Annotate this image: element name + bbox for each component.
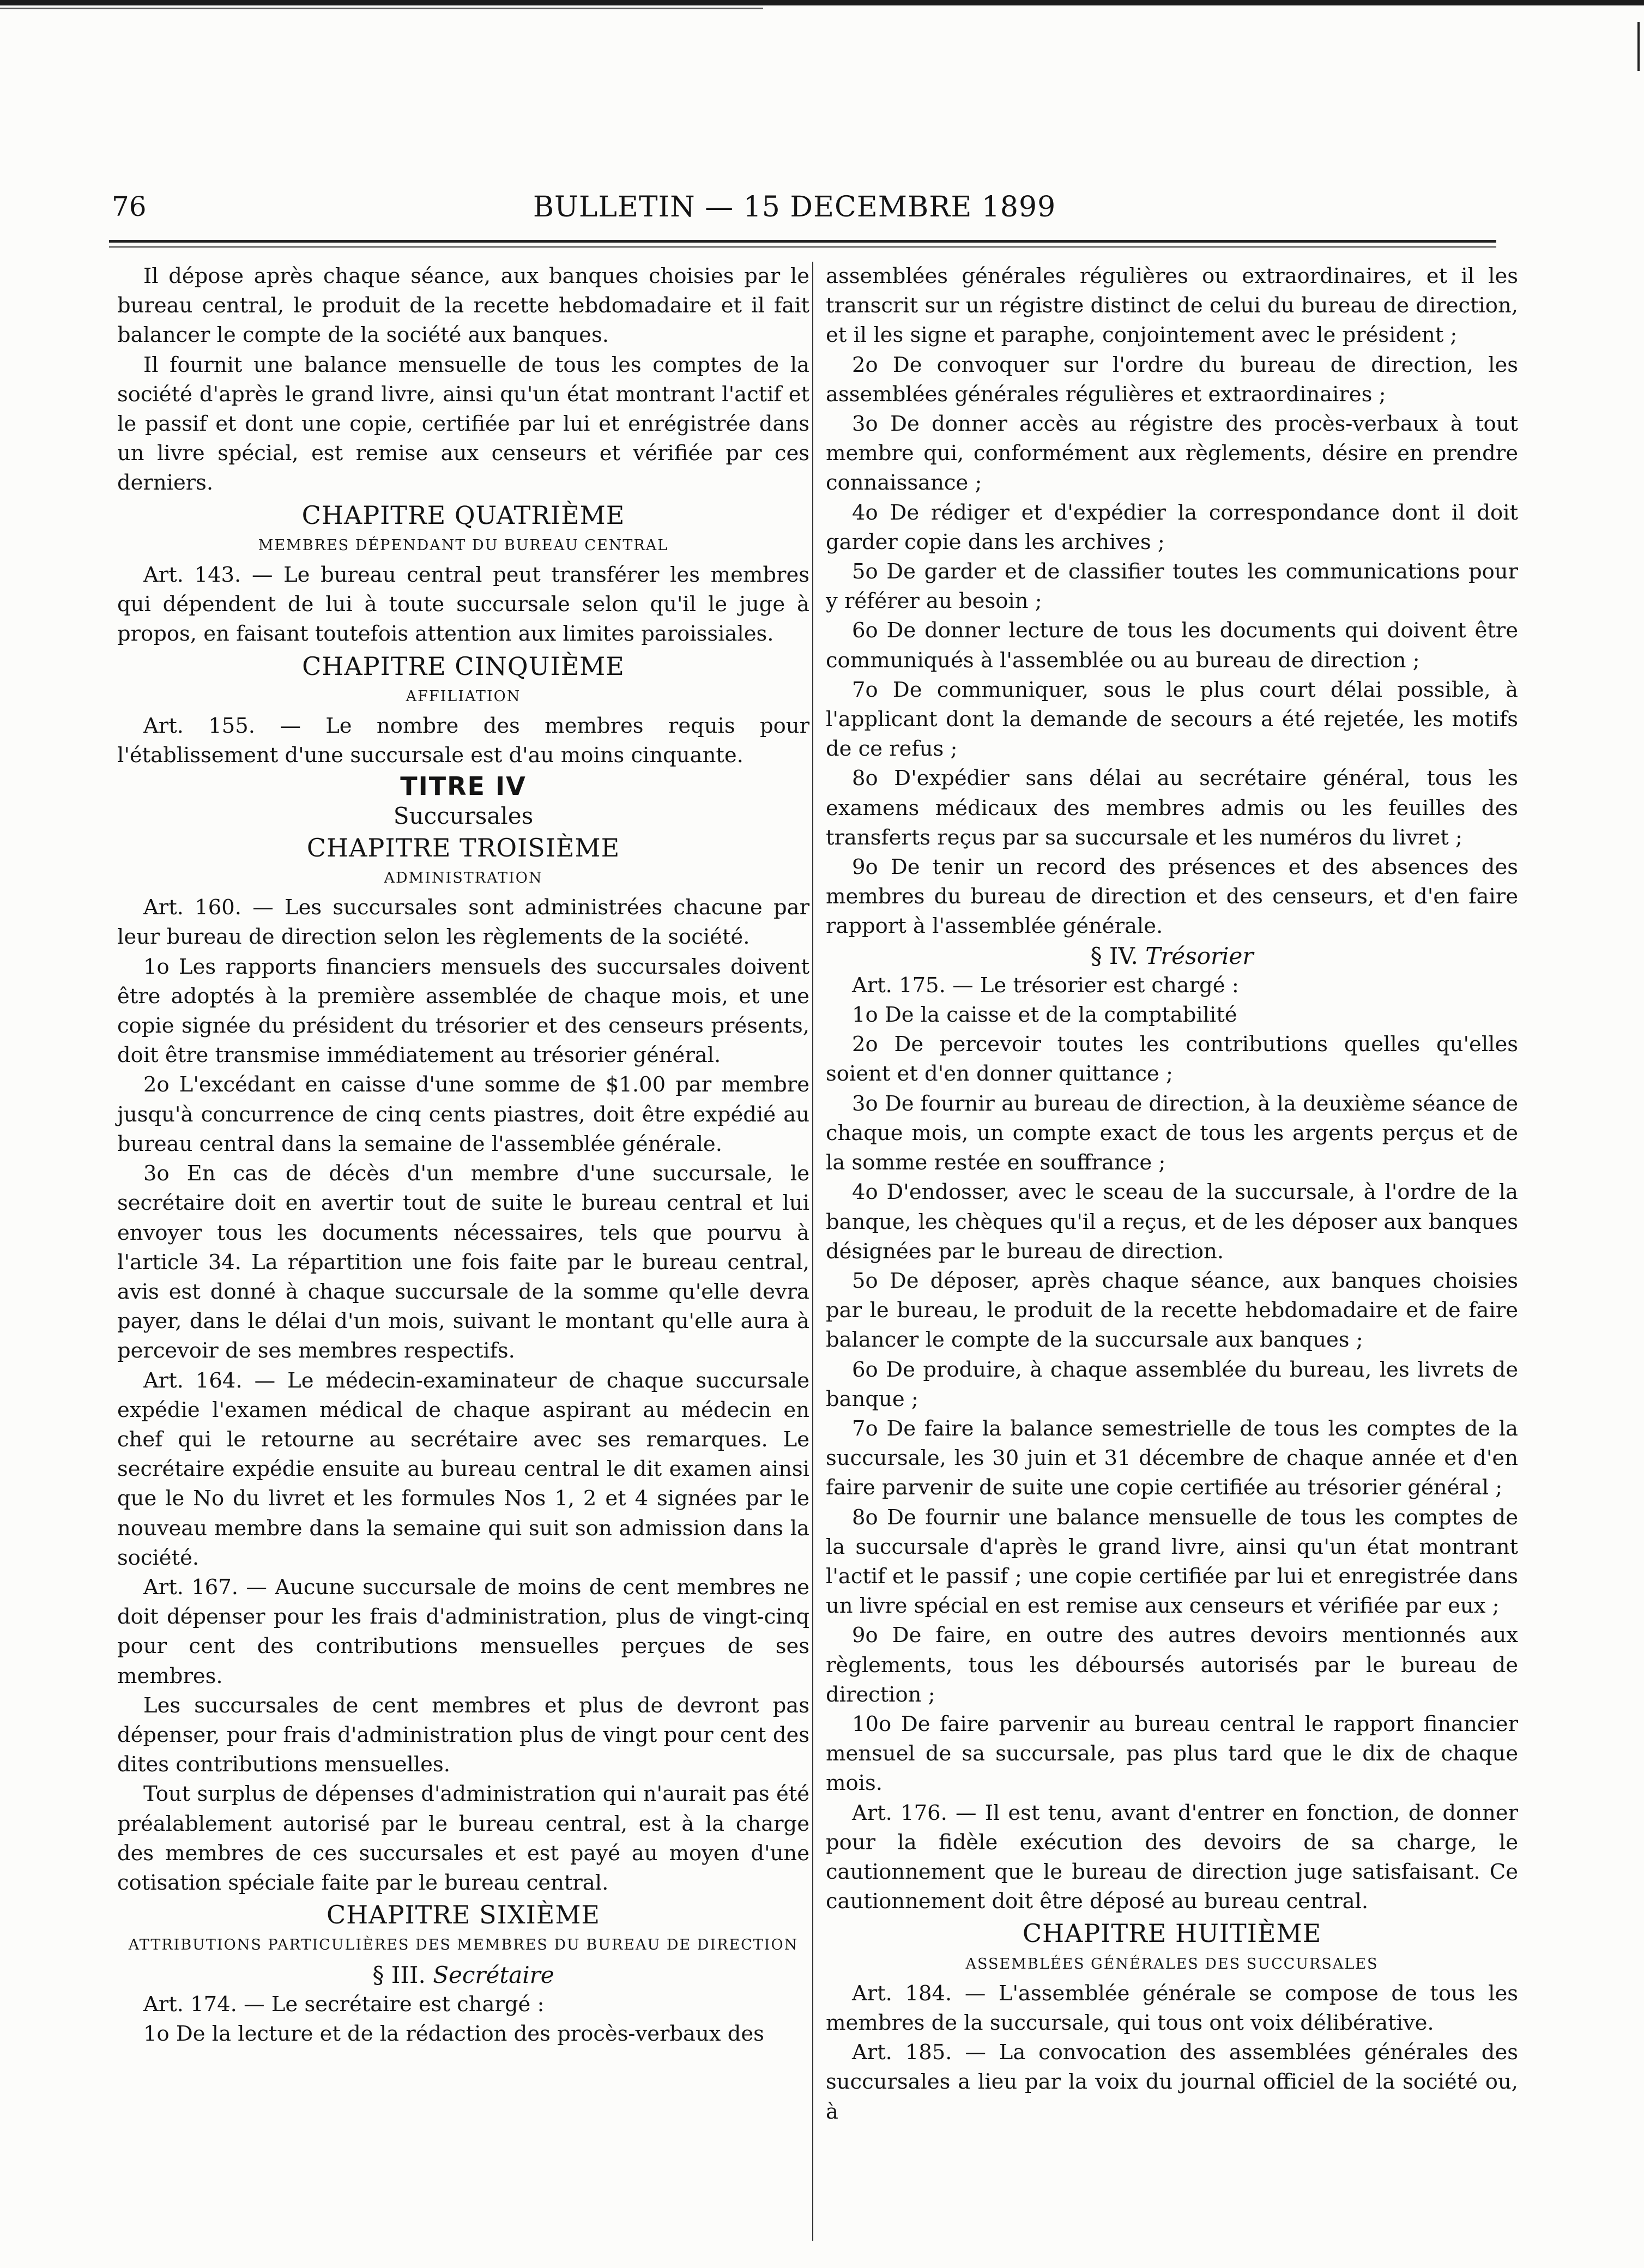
- article-item: 5o De garder et de classifier toutes les communications pour y référer au besoin ;: [826, 559, 1518, 614]
- running-title: BULLETIN — 15 DECEMBRE 1899: [533, 191, 1056, 224]
- column-divider: [812, 262, 813, 2241]
- chapter-subheading: MEMBRES DÉPENDANT DU BUREAU CENTRAL: [258, 536, 669, 554]
- title-heading: TITRE IV: [400, 771, 527, 801]
- article-item: 1o De la caisse et de la comptabilité: [852, 1003, 1237, 1028]
- article-item: 7o De faire la balance semestrielle de tous les comptes de la succursale, les 30 juin et 31 décembre de chaque année et d'en faire parvenir de suite une copie certifiée au trésorier général ;: [826, 1416, 1518, 1500]
- section-title: Secrétaire: [433, 1961, 554, 1988]
- chapter-subheading: ADMINISTRATION: [384, 870, 543, 887]
- article: Art. 164. — Le médecin-examinateur de chaque succursale expédie l'examen médical de chaque aspirant au médecin en chef qui le retourne au secrétaire avec ses remarques. Le secrétaire expédie ensuite au bureau central le dit examen ainsi que le No du livret et les formules Nos 1, 2 et 4 signées par le nouveau membre dans la semaine qui suit son admission dans la société.: [117, 1368, 809, 1570]
- paragraph: Il dépose après chaque séance, aux banques choisies par le bureau central, le produit de la recette hebdomadaire et il fait balancer le compte de la société aux banques.: [117, 264, 809, 348]
- paragraph: Il fournit une balance mensuelle de tous les comptes de la société d'après le grand livre, ainsi qu'un état montrant l'actif et le passif et dont une copie, certifiée par lui et enrégistrée dans un livre spécial, est remise aux censeurs et vérifiée par ces derniers.: [117, 352, 809, 496]
- section-symbol: § III.: [372, 1961, 426, 1988]
- section-heading: [826, 942, 1518, 971]
- article-item: 2o L'excédant en caisse d'une somme de $1.00 par membre jusqu'à concurrence de cinq cents piastres, doit être expédié au bureau central dans la semaine de l'assemblée générale.: [117, 1072, 809, 1156]
- article-item: 8o De fournir une balance mensuelle de tous les comptes de la succursale d'après le grand livre, ainsi qu'un état montrant l'actif et le passif ; une copie certifiée par lui et enregistrée dans un livre spécial en est remise aux censeurs et vérifiée par eux ;: [826, 1505, 1518, 1619]
- article-item: 1o De la lecture et de la rédaction des procès-verbaux des: [143, 2021, 764, 2046]
- article: Art. 176. — Il est tenu, avant d'entrer en fonction, de donner pour la fidèle exécution des devoirs de sa charge, le cautionnement que le bureau de direction juge satisfaisant. Ce cautionnement doit être déposé au bureau central.: [826, 1800, 1518, 1914]
- article-item: 7o De communiquer, sous le plus court délai possible, à l'applicant dont la demande de secours a été rejetée, les motifs de ce refus ;: [826, 677, 1518, 762]
- section-symbol: § IV.: [1090, 942, 1138, 969]
- article-item: 1o Les rapports financiers mensuels des succursales doivent être adoptés à la première assemblée de chaque mois, et une copie signée du président du trésorier et des censeurs présents, doit être transmise immédiatement au trésorier général.: [117, 954, 809, 1068]
- chapter-heading: CHAPITRE QUATRIÈME: [301, 500, 625, 530]
- paragraph: Les succursales de cent membres et plus de devront pas dépenser, pour frais d'administration plus de vingt pour cent des dites contributions mensuelles.: [117, 1693, 809, 1777]
- chapter-heading: CHAPITRE SIXIÈME: [326, 1900, 601, 1930]
- article: Art. 143. — Le bureau central peut transférer les membres qui dépendent de lui à toute succursale selon qu'il le juge à propos, en faisant toutefois attention aux limites paroissiales.: [117, 563, 809, 647]
- article-item: 4o De rédiger et d'expédier la correspondance dont il doit garder copie dans les archives ;: [826, 500, 1518, 554]
- article: Art. 155. — Le nombre des membres requis pour l'établissement d'une succursale est d'au moins cinquante.: [117, 714, 809, 768]
- header-rule-thin: [109, 246, 1496, 248]
- article: Art. 167. — Aucune succursale de moins de cent membres ne doit dépenser pour les frais d'administration, plus de vingt-cinq pour cent des contributions mensuelles perçues de ses membres.: [117, 1575, 809, 1688]
- page-number: 76: [112, 191, 147, 222]
- article-item: 8o D'expédier sans délai au secrétaire général, tous les examens médicaux des membres admis ou les feuilles des transferts reçus par sa succursale et les numéros du livret ;: [826, 766, 1518, 850]
- article-item: 10o De faire parvenir au bureau central le rapport financier mensuel de sa succursale, pas plus tard que le dix de chaque mois.: [826, 1711, 1518, 1796]
- section-heading: [117, 1961, 809, 1990]
- article: Art. 184. — L'assemblée générale se compose de tous les membres de la succursale, qui tous ont voix délibérative.: [826, 1981, 1518, 2035]
- chapter-subheading: AFFILIATION: [406, 687, 521, 705]
- article-item: 9o De faire, en outre des autres devoirs mentionnés aux règlements, tous les déboursés autorisés par le bureau de direction ;: [826, 1623, 1518, 1707]
- title-subheading: Succursales: [393, 802, 534, 829]
- chapter-subheading: ASSEMBLÉES GÉNÉRALES DES SUCCURSALES: [965, 1955, 1379, 1973]
- scan-edge-top-thin: [0, 8, 763, 9]
- article: Art. 174. — Le secrétaire est chargé :: [143, 1992, 545, 2017]
- chapter-heading: CHAPITRE HUITIÈME: [1022, 1919, 1322, 1949]
- article: Art. 175. — Le trésorier est chargé :: [852, 973, 1239, 998]
- article-item: 4o D'endosser, avec le sceau de la succursale, à l'ordre de la banque, les chèques qu'il a reçus, et de les déposer aux banques désignées par le bureau de direction.: [826, 1180, 1518, 1264]
- article-item: 3o De donner accès au régistre des procès-verbaux à tout membre qui, conformément aux règlements, désire en prendre connaissance ;: [826, 412, 1518, 496]
- article-item: 5o De déposer, après chaque séance, aux banques choisies par le bureau, le produit de la recette hebdomadaire et de faire balancer le compte de la succursale aux banques ;: [826, 1268, 1518, 1353]
- right-column: [826, 262, 1518, 2127]
- paragraph: assemblées générales régulières ou extraordinaires, et il les transcrit sur un régistre distinct de celui du bureau de direction, et il les signe et paraphe, conjointement avec le président ;: [826, 264, 1518, 348]
- article-item: 6o De produire, à chaque assemblée du bureau, les livrets de banque ;: [826, 1357, 1518, 1412]
- article: Art. 185. — La convocation des assemblées générales des succursales a lieu par la voix du journal officiel de la société ou, à: [826, 2040, 1518, 2124]
- scan-edge-top: [0, 0, 1644, 5]
- article-item: 3o De fournir au bureau de direction, à la deuxième séance de chaque mois, un compte exact de tous les argents perçus et de la somme restée en souffrance ;: [826, 1091, 1518, 1175]
- page-header: [90, 185, 1499, 234]
- article-item: 3o En cas de décès d'un membre d'une succursale, le secrétaire doit en avertir tout de suite le bureau central et lui envoyer tous les documents nécessaires, tels que pourvu à l'article 34. La répartition une fois faite par le bureau central, avis est donné à chaque succursale de la somme qu'elle devra payer, dans le délai d'un mois, suivant le montant qu'elle aura à percevoir de ses membres respectifs.: [117, 1161, 809, 1364]
- article: Art. 160. — Les succursales sont administrées chacune par leur bureau de direction selon les règlements de la société.: [117, 895, 809, 950]
- paragraph: Tout surplus de dépenses d'administration qui n'aurait pas été préalablement autorisé par le bureau central, est à la charge des membres de ces succursales et est payé au moyen d'une cotisation spéciale faite par le bureau central.: [117, 1782, 809, 1895]
- article-item: 2o De percevoir toutes les contributions quelles qu'elles soient et d'en donner quittance ;: [826, 1032, 1518, 1087]
- header-rule: [109, 240, 1496, 243]
- scan-edge-mark: [1637, 22, 1640, 71]
- article-item: 2o De convoquer sur l'ordre du bureau de direction, les assemblées générales régulières et extraordinaires ;: [826, 352, 1518, 407]
- article-item: 6o De donner lecture de tous les documents qui doivent être communiqués à l'assemblée ou au bureau de direction ;: [826, 618, 1518, 673]
- left-column: [117, 262, 809, 2049]
- chapter-subheading: ATTRIBUTIONS PARTICULIÈRES DES MEMBRES DU BUREAU DE DIRECTION: [128, 1937, 799, 1954]
- chapter-heading: CHAPITRE CINQUIÈME: [302, 651, 625, 681]
- chapter-heading: CHAPITRE TROISIÈME: [306, 833, 620, 862]
- article-item: 9o De tenir un record des présences et des absences des membres du bureau de direction et des censeurs, et d'en faire rapport à l'assemblée générale.: [826, 855, 1518, 939]
- section-title: Trésorier: [1145, 942, 1254, 969]
